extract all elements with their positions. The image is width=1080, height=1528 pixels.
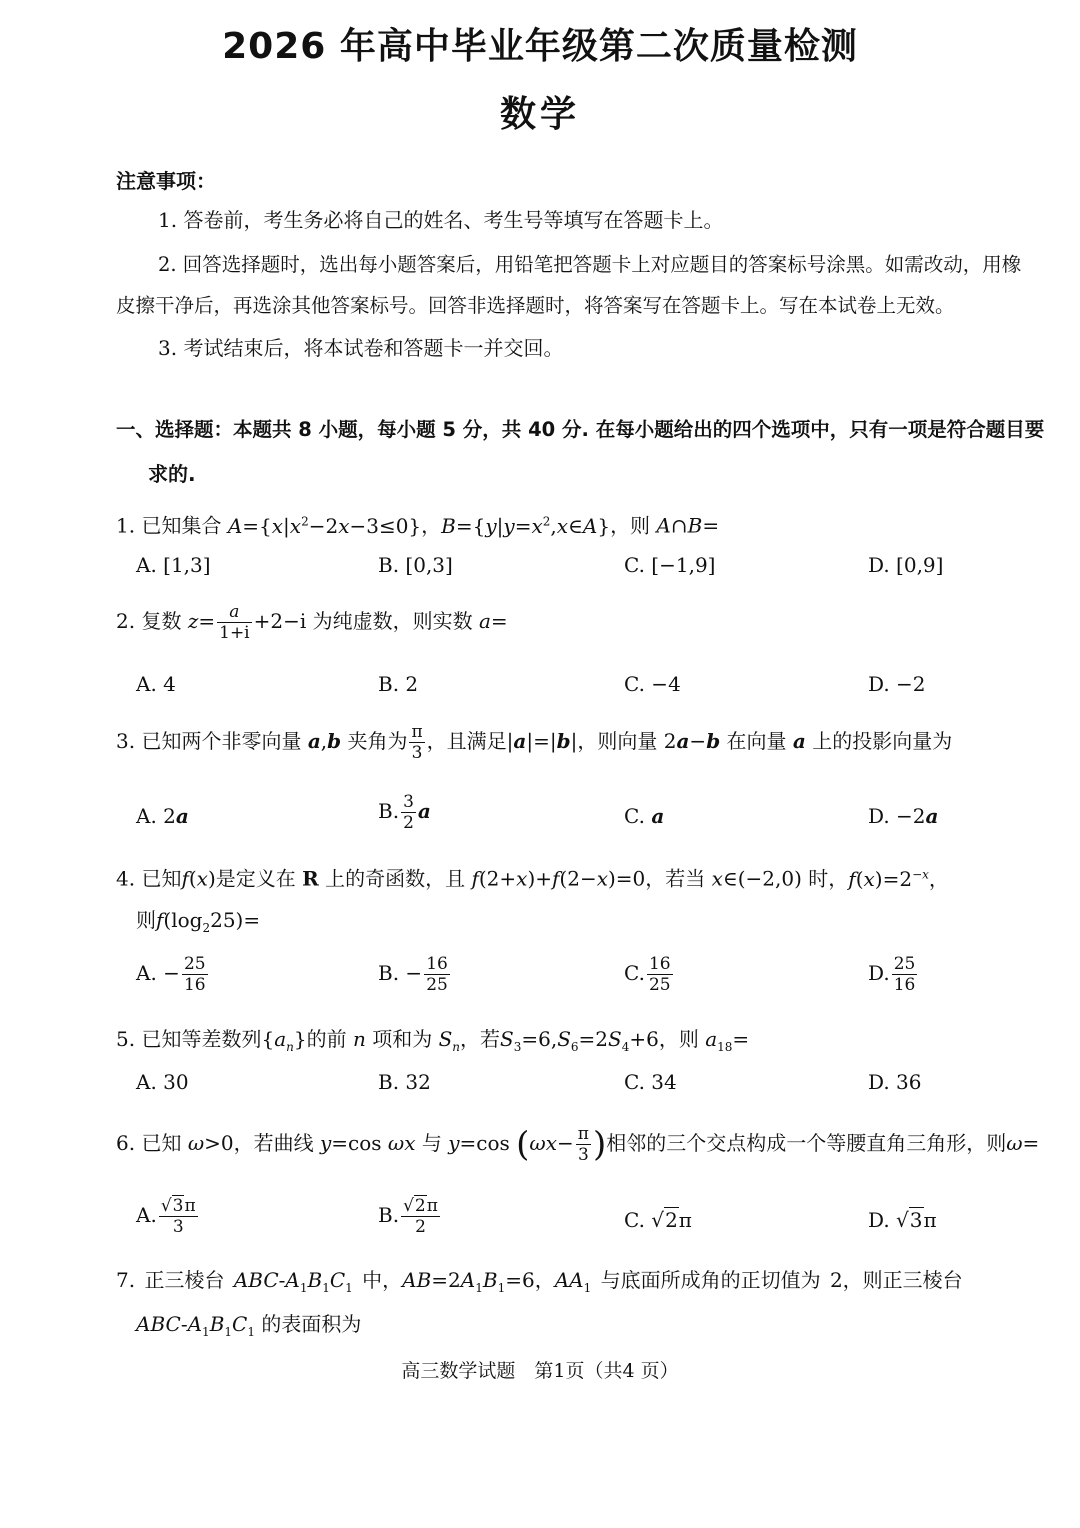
question-1: 1. 已知集合 $A=\{x|x^2-2x-3\le 0\}$，$B=\{y|y=x^2,x\in A\}$，则 A∩B= [116,513,720,538]
notice-item-3: 3. 考试结束后，将本试卷和答题卡一并交回。 [158,336,564,360]
q6-option-c[interactable]: C. √2π [624,1208,692,1232]
question-7: 7. 正三棱台 ABC-$A_1B_1C_1$ 中，$AB=2A_1B_1=6$，$AA_1$ 与底面所成角的正切值为 2，则正三棱台 [116,1268,963,1295]
notice-heading: 注意事项： [116,169,216,193]
notice-item-2-cont: 皮擦干净后，再选涂其他答案标号。回答非选择题时，将答案写在答题卡上。写在本试卷上无效。 [116,294,955,317]
q2-option-d[interactable]: D. −2 [868,672,926,696]
notice-item-2: 2. 回答选择题时，选出每小题答案后，用铅笔把答题卡上对应题目的答案标号涂黑。如需改动，用橡 [158,253,1022,276]
question-2: 2. 复数 z= $\frac{a}{1+i}$ +2−i 为纯虚数，则实数 a= [116,602,508,643]
notice-item-1: 1. 答卷前，考生务必将自己的姓名、考生号等填写在答题卡上。 [158,208,724,232]
q2-option-c[interactable]: C. −4 [624,672,681,696]
q4-option-c[interactable]: C. $\frac{16}{25}$ [624,954,671,995]
q4-option-b[interactable]: B. − $\frac{16}{25}$ [378,954,448,995]
section-heading-cont: 求的. [148,462,196,486]
question-4-cont: 则$f(\log_225)=$ [136,908,261,935]
q5-option-b[interactable]: B. 32 [378,1070,431,1094]
q1-option-c[interactable]: C. [−1,9] [624,553,716,577]
q1-option-b[interactable]: B. [0,3] [378,553,453,577]
q1-option-a[interactable]: A. [1,3] [136,553,211,577]
page-footer: 高三数学试题 第1页（共4 页） [401,1360,679,1382]
q2-option-a[interactable]: A. 4 [136,672,176,696]
q3-option-a[interactable]: A. 2a [136,804,189,828]
section-heading: 一、选择题：本题共 8 小题，每小题 5 分，共 40 分. 在每小题给出的四个选项中，只有一项是符合题目要 [116,418,1045,441]
q6-option-a[interactable]: A. $\frac{√3\pi}{3}$ [136,1196,196,1237]
q2-option-b[interactable]: B. 2 [378,672,419,696]
question-6: 6. 已知 ω>0，若曲线 y=cos ωx 与 y=cos (ωx− $\frac{\pi}{3}$ )相邻的三个交点构成一个等腰直角三角形，则ω= [116,1124,1040,1165]
question-7-cont: ABC-$A_1B_1C_1$ 的表面积为 [136,1312,362,1339]
q6-option-d[interactable]: D. √3π [868,1208,937,1232]
question-3: 3. 已知两个非零向量 a,b 夹角为 $\frac{\pi}{3}$ ，且满足|a|=|b|，则向量 2a−b 在向量 a 上的投影向量为 [116,722,953,763]
q3-option-d[interactable]: D. −2a [868,804,939,828]
q3-option-c[interactable]: C. a [624,804,665,828]
q6-option-b[interactable]: B. $\frac{√2\pi}{2}$ [378,1196,438,1237]
q5-option-a[interactable]: A. 30 [136,1070,189,1094]
q4-option-a[interactable]: A. − $\frac{25}{16}$ [136,954,206,995]
q4-option-d[interactable]: D. $\frac{25}{16}$ [868,954,916,995]
q5-option-d[interactable]: D. 36 [868,1070,922,1094]
question-4: 4. 已知f(x)是定义在 R 上的奇函数，且 f(2+x)+f(2−x)=0，若当 x∈(−2,0) 时，$f(x)=2^{-x}$， [116,866,949,891]
q1-option-d[interactable]: D. [0,9] [868,553,944,577]
exam-title: 2026 年高中毕业年级第二次质量检测 [222,26,858,67]
subject-title: 数学 [499,94,580,135]
q5-option-c[interactable]: C. 34 [624,1070,677,1094]
question-5: 5. 已知等差数列$\{a_n\}$的前 n 项和为 $S_n$，若$S_3=6,S_6=2S_4+6$，则 $a_{18}=$ [116,1027,750,1054]
q3-option-b[interactable]: B. $\frac{3}{2}$ a [378,792,431,833]
